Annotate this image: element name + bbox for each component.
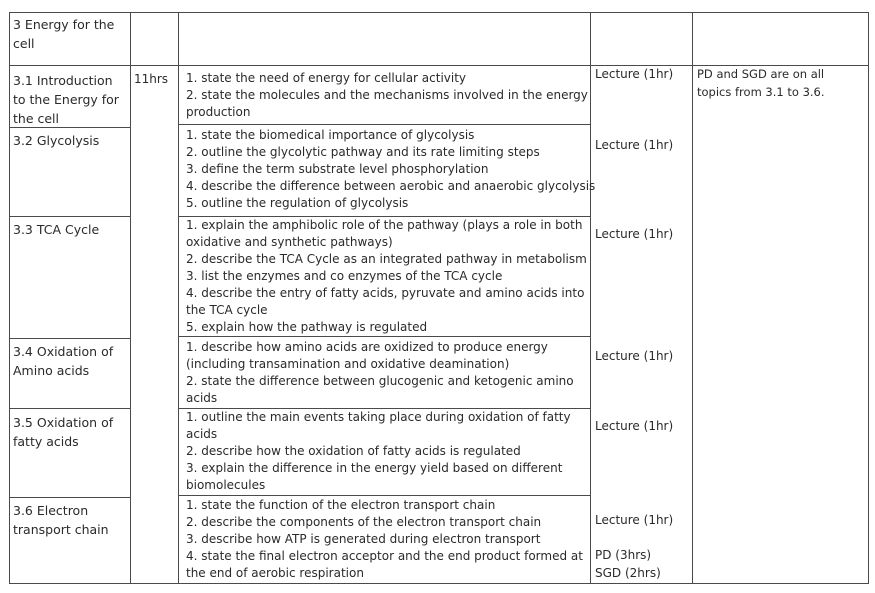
table-border-left (9, 12, 10, 584)
note: PD and SGD are on all topics from 3.1 to 3.6. (697, 67, 825, 99)
method-3-1: Lecture (1hr) (595, 67, 674, 81)
column-divider (590, 12, 591, 584)
objectives-3-5: 1. outline the main events taking place during oxidation of fatty acids 2. describe how the oxidation of fatty acids is regulated 3. explain the difference in the energy yield based on different biomolecules (186, 410, 571, 492)
method-3-5: Lecture (1hr) (595, 419, 674, 433)
row-divider (9, 338, 131, 339)
topic-3-5: 3.5 Oxidation of fatty acids (13, 415, 114, 449)
objectives-3-2: 1. state the biomedical importance of glycolysis 2. outline the glycolytic pathway and its rate limiting steps 3. define the term substrate level phosphorylation 4. describe the difference between aerobic and anaerobic glycolysis 5. outline the regulation of glycolysis (186, 128, 596, 210)
objectives-3-4: 1. describe how amino acids are oxidized to produce energy (including transamination and oxidative deamination) 2. state the difference between glucogenic and ketogenic amino acids (186, 340, 574, 405)
row-divider (9, 497, 131, 498)
table-border-top (9, 12, 869, 13)
table-border-bottom (9, 583, 869, 584)
section-title: 3 Energy for the cell (13, 17, 115, 51)
topic-3-6: 3.6 Electron transport chain (13, 503, 109, 537)
topic-3-1: 3.1 Introduction to the Energy for the cell (13, 73, 119, 126)
objectives-3-3: 1. explain the amphibolic role of the pathway (plays a role in both oxidative and synthetic pathways) 2. describe the TCA Cycle as an integrated pathway in metabolism 3. list the enzymes and co enzymes of the TCA cycle 4. describe the entry of fatty acids, pyruvate and amino acids into the TCA cycle 5. explain how the pathway is regulated (186, 218, 587, 334)
method-3-6-lecture: Lecture (1hr) (595, 513, 674, 527)
row-divider (9, 408, 131, 409)
objectives-3-1: 1. state the need of energy for cellular activity 2. state the molecules and the mechanisms involved in the energy production (186, 71, 588, 119)
objectives-3-6: 1. state the function of the electron transport chain 2. describe the components of the electron transport chain 3. describe how ATP is generated during electron transport 4. state the final electron acceptor and the end product formed at the end of aerobic respiration (186, 498, 583, 580)
method-3-2: Lecture (1hr) (595, 138, 674, 152)
method-3-6-pd: PD (3hrs) (595, 548, 652, 562)
row-divider (178, 124, 591, 125)
column-divider (130, 12, 131, 584)
duration: 11hrs (134, 72, 169, 86)
column-divider (178, 12, 179, 584)
row-divider (178, 495, 591, 496)
topic-3-4: 3.4 Oxidation of Amino acids (13, 344, 114, 378)
topic-3-3: 3.3 TCA Cycle (13, 222, 100, 237)
method-3-3: Lecture (1hr) (595, 227, 674, 241)
column-divider (692, 12, 693, 584)
method-3-6-sgd: SGD (2hrs) (595, 566, 661, 580)
row-divider (9, 216, 131, 217)
topic-3-2: 3.2 Glycolysis (13, 133, 100, 148)
row-divider (178, 336, 591, 337)
method-3-4: Lecture (1hr) (595, 349, 674, 363)
table-border-right (868, 12, 869, 584)
